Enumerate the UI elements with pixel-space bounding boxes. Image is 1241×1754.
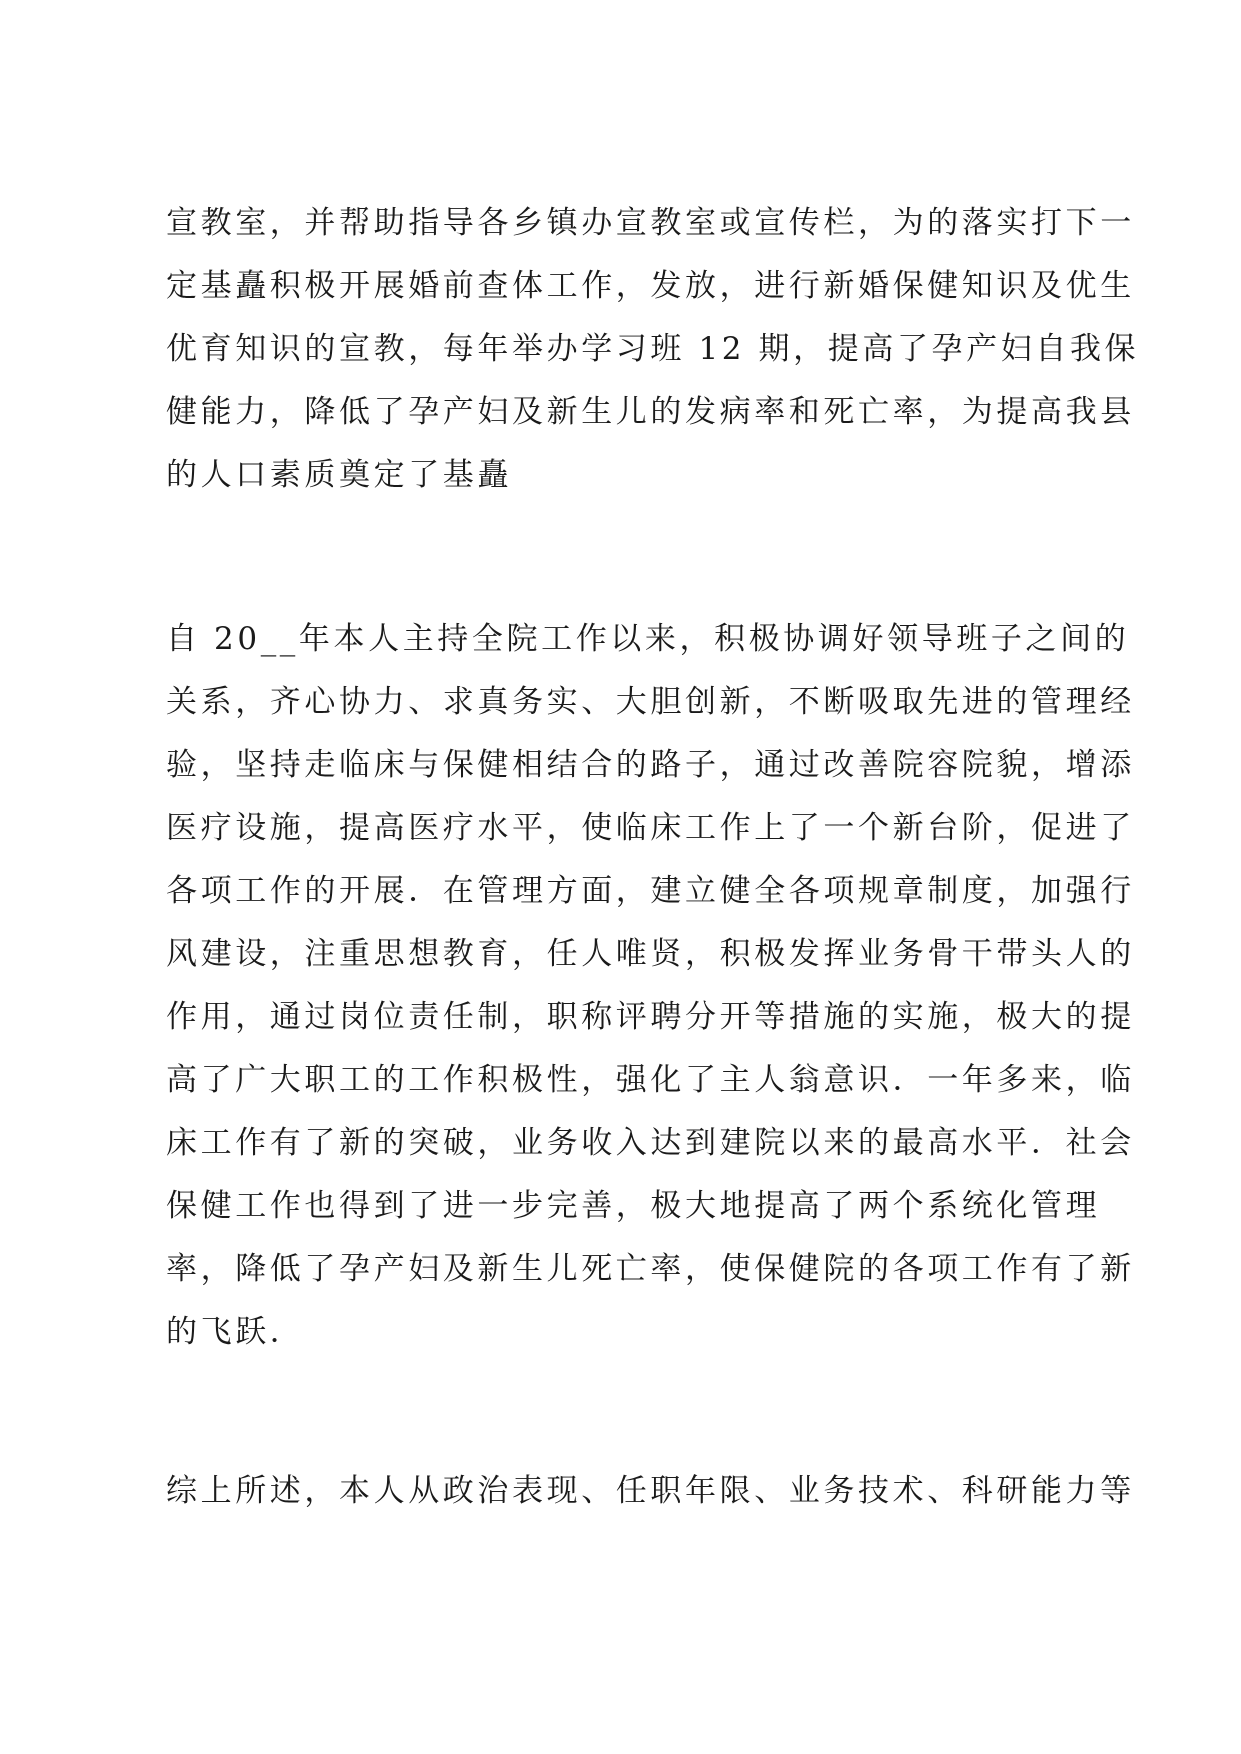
paragraph-line: 优育知识的宣教，每年举办学习班 12 期，提高了孕产妇自我保: [166, 331, 1140, 367]
paragraph-line: 的飞跃．: [166, 1314, 305, 1350]
paragraph-line: 的人口素质奠定了基矗: [166, 457, 512, 493]
paragraph-line: 自 20__年本人主持全院工作以来，积极协调好领导班子之间的: [166, 621, 1130, 657]
paragraph-line: 验，坚持走临床与保健相结合的路子，通过改善院容院貌，增添: [166, 747, 1135, 783]
paragraph-summary: [166, 1460, 1135, 1523]
paragraph-line: 床工作有了新的突破，业务收入达到建院以来的最高水平．社会: [166, 1125, 1135, 1161]
paragraph-line: 综上所述，本人从政治表现、任职年限、业务技术、科研能力等: [166, 1473, 1135, 1509]
paragraph-line: 率，降低了孕产妇及新生儿死亡率，使保健院的各项工作有了新: [166, 1251, 1135, 1287]
paragraph-hospital-management: [166, 608, 1135, 1364]
paragraph-line: 医疗设施，提高医疗水平，使临床工作上了一个新台阶，促进了: [166, 810, 1135, 846]
paragraph-line: 保健工作也得到了进一步完善，极大地提高了两个系统化管理: [166, 1188, 1101, 1224]
paragraph-line: 定基矗积极开展婚前查体工作，发放，进行新婚保健知识及优生: [166, 268, 1135, 304]
paragraph-line: 风建设，注重思想教育，任人唯贤，积极发挥业务骨干带头人的: [166, 936, 1135, 972]
paragraph-line: 关系，齐心协力、求真务实、大胆创新，不断吸取先进的管理经: [166, 684, 1135, 720]
paragraph-line: 高了广大职工的工作积极性，强化了主人翁意识．一年多来，临: [166, 1062, 1135, 1098]
paragraph-health-education: [166, 192, 1140, 507]
paragraph-line: 作用，通过岗位责任制，职称评聘分开等措施的实施，极大的提: [166, 999, 1135, 1035]
paragraph-line: 各项工作的开展．在管理方面，建立健全各项规章制度，加强行: [166, 873, 1135, 909]
paragraph-line: 健能力，降低了孕产妇及新生儿的发病率和死亡率，为提高我县: [166, 394, 1135, 430]
paragraph-line: 宣教室，并帮助指导各乡镇办宣教室或宣传栏，为的落实打下一: [166, 205, 1135, 241]
